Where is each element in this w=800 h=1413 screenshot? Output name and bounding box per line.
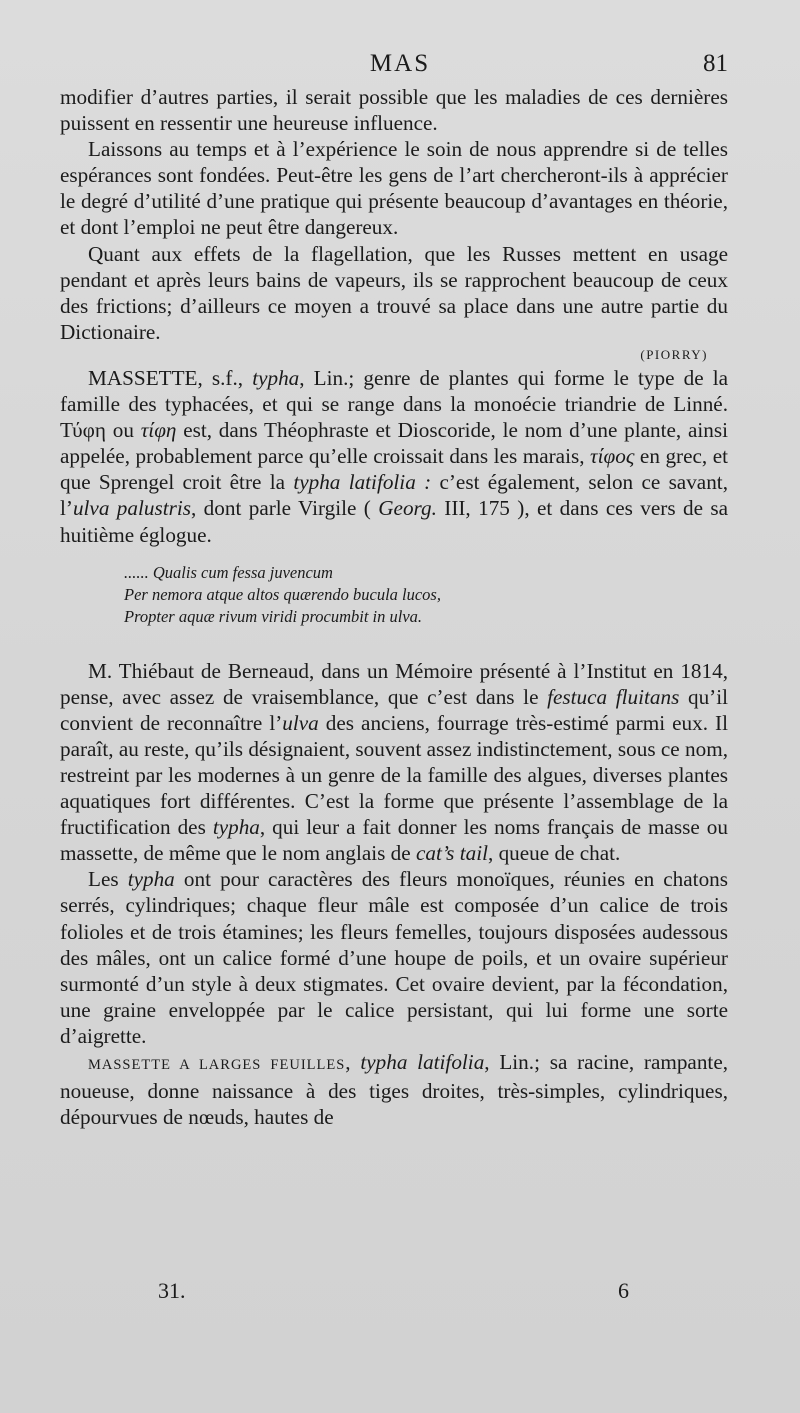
greek-word: Τύφη [60, 418, 106, 443]
entry-massette-larges-feuilles: MASSETTE A LARGES FEUILLES, typha latifolia, Lin.; sa racine, rampante, noueuse, donne naissance à des tiges droites, très-simples, cylindriques, dépourvues de nœuds, hautes de [60, 1050, 729, 1130]
paragraph-thiebaut: M. Thiébaut de Berneaud, dans un Mémoire présenté à l’Institut en 1814, pense, avec assez de vraisemblance, que c’est dans le festuca fluitans qu’il convient de reconnaître l’ulva des anciens, fourrage très-estimé parmi eux. Il paraît, au reste, qu’ils désignaient, souvent assez indistinctement, sous ce nom, restreint par les modernes à un genre de la famille des algues, diverses plantes aquatiques fort différentes. C’est la forme que présente l’assemblage de la fructification des typha, qui leur a fait donner les noms français de masse ou massette, de même que le nom anglais de cat’s tail, queue de chat. [60, 658, 728, 866]
signature-mark: 31. [158, 1278, 186, 1303]
verse-line: ...... Qualis cum fessa juvencum [124, 562, 333, 582]
verse-quotation [124, 562, 728, 628]
gathering-number: 6 [618, 1278, 629, 1303]
running-title: MAS [369, 50, 431, 77]
paragraph-laissons: Laissons au temps et à l’expérience le soin de nous apprendre si de telles espérances sont fondées. Peut-être les gens de l’art chercheront-ils à apprécier le degré d’utilité d’une pratique qui présente beaucoup d’avantages en théorie, et dont l’emploi ne peut être dangereux. [60, 137, 728, 240]
entry-headword: MASSETTE [88, 365, 198, 390]
page-footer [0, 1278, 800, 1308]
greek-word: τίφη [140, 418, 177, 443]
entry-massette: MASSETTE, s.f., typha, Lin.; genre de plantes qui forme le type de la famille des typhacées, et qui se range dans la monoécie triandrie de Linné. Τύφη ou τίφη est, dans Théophraste et Dioscoride, le nom d’une plante, ainsi appelée, probablement parce qu’elle croissait dans les marais, τίφος en grec, et que Sprengel croit être la typha latifolia : c’est également, selon ce savant, l’ulva palustris, dont parle Virgile ( Georg. III, 175 ), et dans ces vers de sa huitième églogue. [60, 365, 729, 547]
paragraph-caracteres: Les typha ont pour caractères des fleurs monoïques, réunies en chatons serrés, cylindriques; chaque fleur mâle est composée d’un calice de trois folioles et de trois étamines; les fleurs femelles, toujours disposées audessous des mâles, ont un calice formé d’une houpe de poils, et un ovaire supérieur surmonté d’un style à deux stigmates. Cet ovaire devient, par la fécondation, une graine enveloppée par le calice persistant, qui lui forme une sorte d’aigrette. [60, 867, 728, 1048]
page-number: 81 [703, 50, 728, 77]
latin-name: ulva palustris [72, 496, 191, 521]
latin-name: typha [252, 365, 300, 390]
latin-name: typha [127, 867, 175, 892]
paragraph-continuation: modifier d’autres parties, il serait possible que les maladies de ces dernières puissent en ressentir une heureuse influence. [60, 85, 728, 136]
latin-name: festuca fluitans [547, 684, 680, 709]
entry-headword: MASSETTE A LARGES FEUILLES [88, 1057, 346, 1073]
latin-name: typha latifolia [360, 1050, 485, 1074]
text-body [60, 84, 728, 1130]
english-name: cat’s tail [415, 841, 488, 866]
latin-name: typha [212, 815, 260, 840]
latin-name: ulva [282, 710, 319, 735]
latin-name: typha latifolia : [293, 470, 432, 495]
greek-word: τίφος [590, 444, 635, 469]
citation: Georg. [378, 496, 437, 521]
author-signature: (PIORRY) [640, 346, 708, 362]
verse-line: Propter aquæ rivum viridi procumbit in ulva. [124, 606, 423, 626]
running-header [0, 50, 800, 84]
verse-line: Per nemora atque altos quærendo bucula lucos, [124, 584, 441, 604]
paragraph-flagellation: Quant aux effets de la flagellation, que les Russes mettent en usage pendant et après leurs bains de vapeurs, ils se rapprochent beaucoup de ceux des frictions; d’ailleurs ce moyen a trouvé sa place dans une autre partie du Dictionaire. [60, 241, 728, 344]
